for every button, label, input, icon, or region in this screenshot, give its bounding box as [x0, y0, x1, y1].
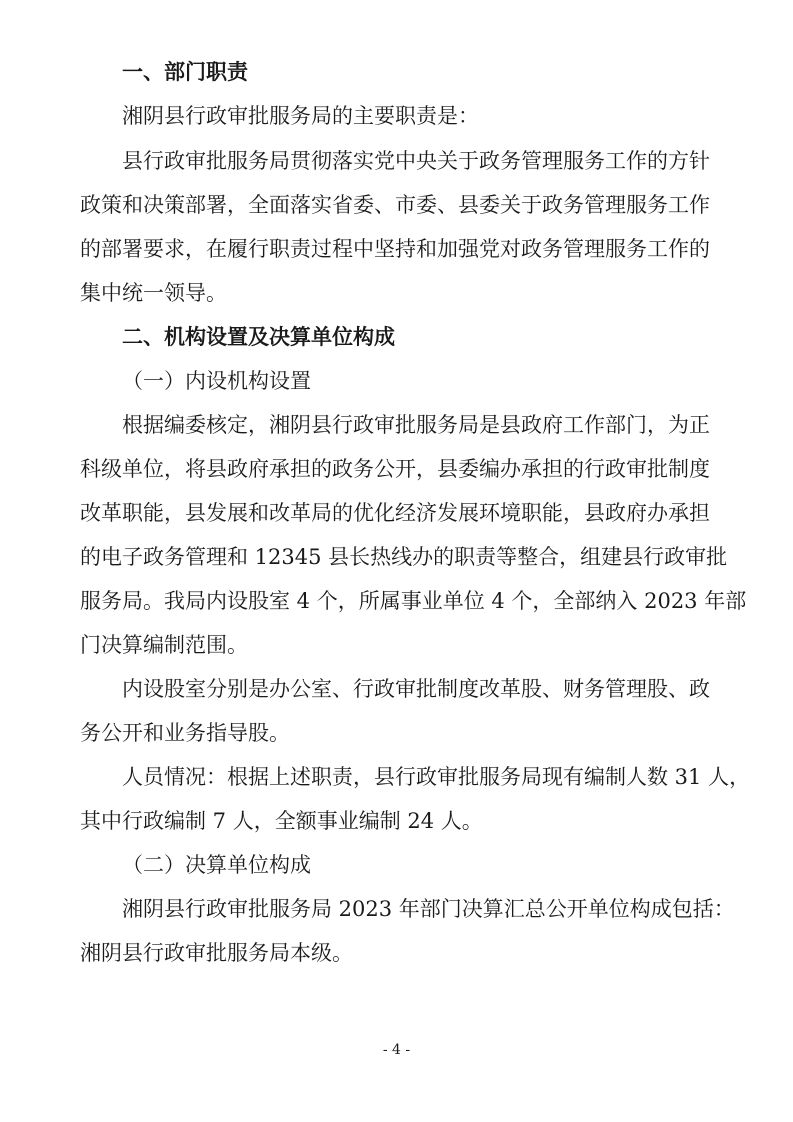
paragraph-line: 的部署要求，在履行职责过程中坚持和加强党对政务管理服务工作的 — [80, 237, 710, 261]
paragraph-line: 务公开和业务指导股。 — [80, 721, 290, 745]
subsection2-title: （二）决算单位构成 — [122, 853, 311, 877]
paragraph-line: 县行政审批服务局贯彻落实党中央关于政务管理服务工作的方针 — [122, 149, 710, 173]
section2-heading: 二、机构设置及决算单位构成 — [122, 325, 395, 349]
paragraph-line: 内设股室分别是办公室、行政审批制度改革股、财务管理股、政 — [122, 677, 710, 701]
paragraph-line: 科级单位，将县政府承担的政务公开，县委编办承担的行政审批制度 — [80, 457, 710, 481]
paragraph-line: 服务局。我局内设股室 4 个，所属事业单位 4 个，全部纳入 2023 年部 — [80, 589, 747, 613]
paragraph-line: 集中统一领导。 — [80, 281, 227, 305]
paragraph-line: 政策和决策部署，全面落实省委、市委、县委关于政务管理服务工作 — [80, 193, 710, 217]
paragraph-line: 人员情况：根据上述职责，县行政审批服务局现有编制人数 31 人， — [122, 765, 751, 789]
section1-intro: 湘阴县行政审批服务局的主要职责是： — [122, 104, 479, 128]
section1-heading: 一、部门职责 — [122, 60, 248, 84]
subsection1-title: （一）内设机构设置 — [122, 369, 311, 393]
paragraph-line: 门决算编制范围。 — [80, 633, 248, 657]
paragraph-line: 湘阴县行政审批服务局本级。 — [80, 941, 353, 965]
paragraph-line: 其中行政编制 7 人，全额事业编制 24 人。 — [80, 809, 483, 833]
page-number: - 4 - — [382, 1042, 411, 1058]
paragraph-line: 改革职能，县发展和改革局的优化经济发展环境职能，县政府办承担 — [80, 501, 710, 525]
paragraph-line: 根据编委核定，湘阴县行政审批服务局是县政府工作部门，为正 — [122, 413, 710, 437]
paragraph-line: 的电子政务管理和 12345 县长热线办的职责等整合，组建县行政审批 — [80, 545, 728, 569]
paragraph-line: 湘阴县行政审批服务局 2023 年部门决算汇总公开单位构成包括： — [122, 897, 735, 921]
